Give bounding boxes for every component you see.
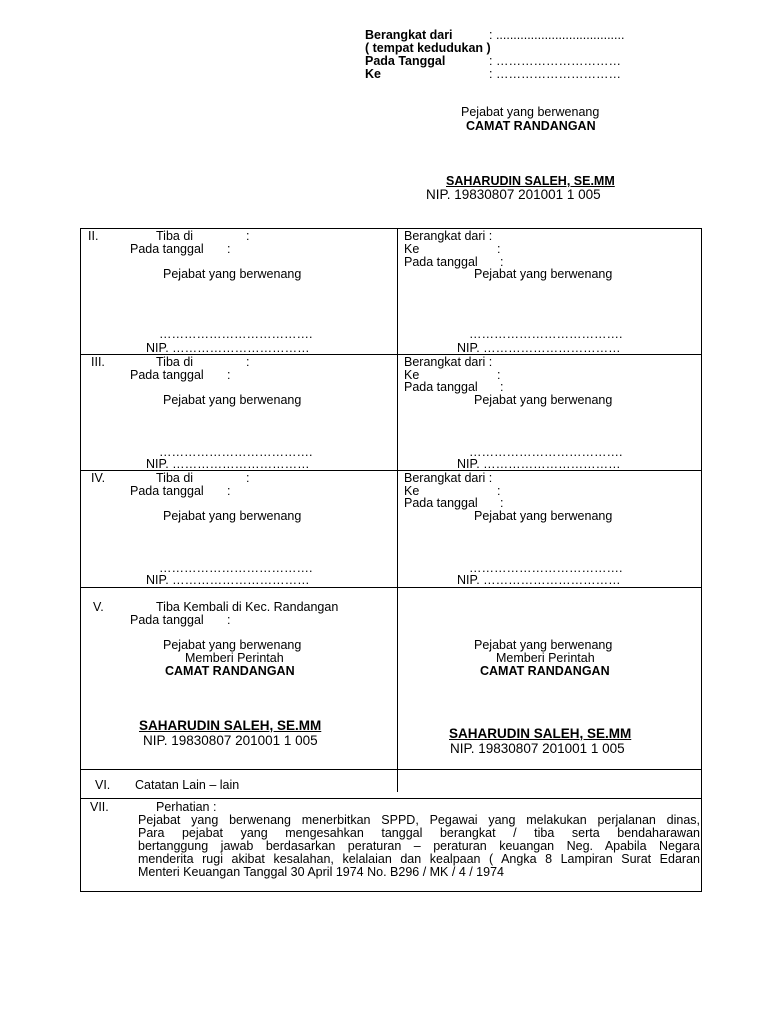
notice-line: Para pejabat yang mengesahkan tanggal berangkat / tiba serta bendaharawan	[138, 826, 700, 840]
notice-line: Pejabat yang berwenang menerbitkan SPPD, Pegawai yang melakukan perjalanan dinas,	[138, 813, 700, 827]
pada-tanggal-colon: :	[227, 613, 231, 627]
pada-tanggal-colon: :	[227, 368, 231, 382]
pada-tanggal-colon: :	[500, 496, 504, 510]
nip-line: NIP. ……………………………	[146, 341, 310, 355]
tiba-label: Tiba di	[156, 229, 194, 243]
pejabat-label: Pejabat yang berwenang	[474, 267, 613, 281]
tiba-colon: :	[246, 355, 250, 369]
column-divider	[397, 229, 398, 792]
berangkat-value: : .....................................	[489, 28, 625, 42]
pejabat-label: Pejabat yang berwenang	[474, 393, 613, 407]
pada-tanggal-colon: :	[500, 380, 504, 394]
ke-colon: :	[497, 484, 501, 498]
signature-line: ……………………………….	[159, 445, 313, 459]
pada-tanggal-label: Pada tanggal	[404, 255, 478, 269]
section-number: III.	[91, 355, 105, 369]
signature-line: ……………………………….	[469, 561, 623, 575]
memberi-perintah-label: Memberi Perintah	[185, 651, 284, 665]
berangkat-label: Berangkat dari :	[404, 471, 493, 485]
top-signatory-name: SAHARUDIN SALEH, SE.MM	[446, 174, 615, 188]
nip-line: NIP. ……………………………	[146, 457, 310, 471]
row-divider	[81, 769, 701, 770]
tiba-label: Tiba di	[156, 355, 194, 369]
nip-line: NIP. ……………………………	[457, 457, 621, 471]
pada-tanggal-label: Pada tanggal	[130, 613, 204, 627]
section-number: VII.	[90, 800, 109, 814]
pada-tanggal-colon: :	[227, 484, 231, 498]
pada-tanggal-label: Pada Tanggal	[365, 54, 446, 68]
signature-line: ……………………………….	[469, 445, 623, 459]
row-divider	[81, 587, 701, 588]
section-number: IV.	[91, 471, 106, 485]
section-number: VI.	[95, 778, 111, 792]
pada-tanggal-label: Pada tanggal	[130, 242, 204, 256]
pejabat-label: Pejabat yang berwenang	[474, 509, 613, 523]
notice-line: bertanggung jawab berdasarkan peraturan – peraturan keuangan Neg. Apabila Negara	[138, 839, 700, 853]
tiba-label: Tiba di	[156, 471, 194, 485]
ke-colon: :	[497, 242, 501, 256]
top-pejabat: Pejabat yang berwenang	[461, 105, 600, 119]
notice-line: menderita rugi akibat kesalahan, kelalaian dan kealpaan ( Angka 8 Lampiran Surat Edaran	[138, 852, 700, 866]
camat-label: CAMAT RANDANGAN	[480, 664, 610, 678]
tempat-label: ( tempat kedudukan )	[365, 41, 491, 55]
signature-line: ……………………………….	[469, 327, 623, 341]
berangkat-label: Berangkat dari	[365, 28, 453, 42]
pada-tanggal-label: Pada tanggal	[130, 368, 204, 382]
pada-tanggal-label: Pada tanggal	[130, 484, 204, 498]
tiba-colon: :	[246, 229, 250, 243]
ke-label: Ke	[404, 484, 420, 498]
berangkat-label: Berangkat dari :	[404, 229, 493, 243]
ke-colon: :	[497, 368, 501, 382]
signature-line: ……………………………….	[159, 327, 313, 341]
signatory-nip: NIP. 19830807 201001 1 005	[143, 733, 318, 748]
pada-tanggal-value: : …………………………	[489, 54, 621, 68]
top-signatory-nip: NIP. 19830807 201001 1 005	[426, 187, 601, 202]
camat-label: CAMAT RANDANGAN	[165, 664, 295, 678]
signatory-name: SAHARUDIN SALEH, SE.MM	[449, 726, 632, 741]
pejabat-label: Pejabat yang berwenang	[163, 638, 302, 652]
pada-tanggal-label: Pada tanggal	[404, 380, 478, 394]
tiba-kembali-label: Tiba Kembali di Kec. Randangan	[156, 600, 339, 614]
ke-label: Ke	[404, 368, 420, 382]
ke-value: : …………………………	[489, 67, 621, 81]
memberi-perintah-label: Memberi Perintah	[496, 651, 595, 665]
nip-line: NIP. ……………………………	[457, 573, 621, 587]
pejabat-label: Pejabat yang berwenang	[474, 638, 613, 652]
perhatian-label: Perhatian :	[156, 800, 217, 814]
section-number: V.	[93, 600, 104, 614]
pada-tanggal-colon: :	[227, 242, 231, 256]
nip-line: NIP. ……………………………	[146, 573, 310, 587]
pada-tanggal-label: Pada tanggal	[404, 496, 478, 510]
top-camat: CAMAT RANDANGAN	[466, 119, 596, 133]
signatory-nip: NIP. 19830807 201001 1 005	[450, 741, 625, 756]
pejabat-label: Pejabat yang berwenang	[163, 509, 302, 523]
berangkat-label: Berangkat dari :	[404, 355, 493, 369]
pada-tanggal-colon: :	[500, 255, 504, 269]
nip-line: NIP. ……………………………	[457, 341, 621, 355]
notice-line: Menteri Keuangan Tanggal 30 April 1974 No. B296 / MK / 4 / 1974	[138, 865, 504, 879]
row-divider	[81, 798, 701, 799]
ke-label: Ke	[404, 242, 420, 256]
ke-label: Ke	[365, 67, 381, 81]
pejabat-label: Pejabat yang berwenang	[163, 267, 302, 281]
tiba-colon: :	[246, 471, 250, 485]
pejabat-label: Pejabat yang berwenang	[163, 393, 302, 407]
signatory-name: SAHARUDIN SALEH, SE.MM	[139, 718, 322, 733]
catatan-label: Catatan Lain – lain	[135, 778, 240, 792]
travel-record-table	[80, 228, 702, 892]
section-number: II.	[88, 229, 99, 243]
signature-line: ……………………………….	[159, 561, 313, 575]
